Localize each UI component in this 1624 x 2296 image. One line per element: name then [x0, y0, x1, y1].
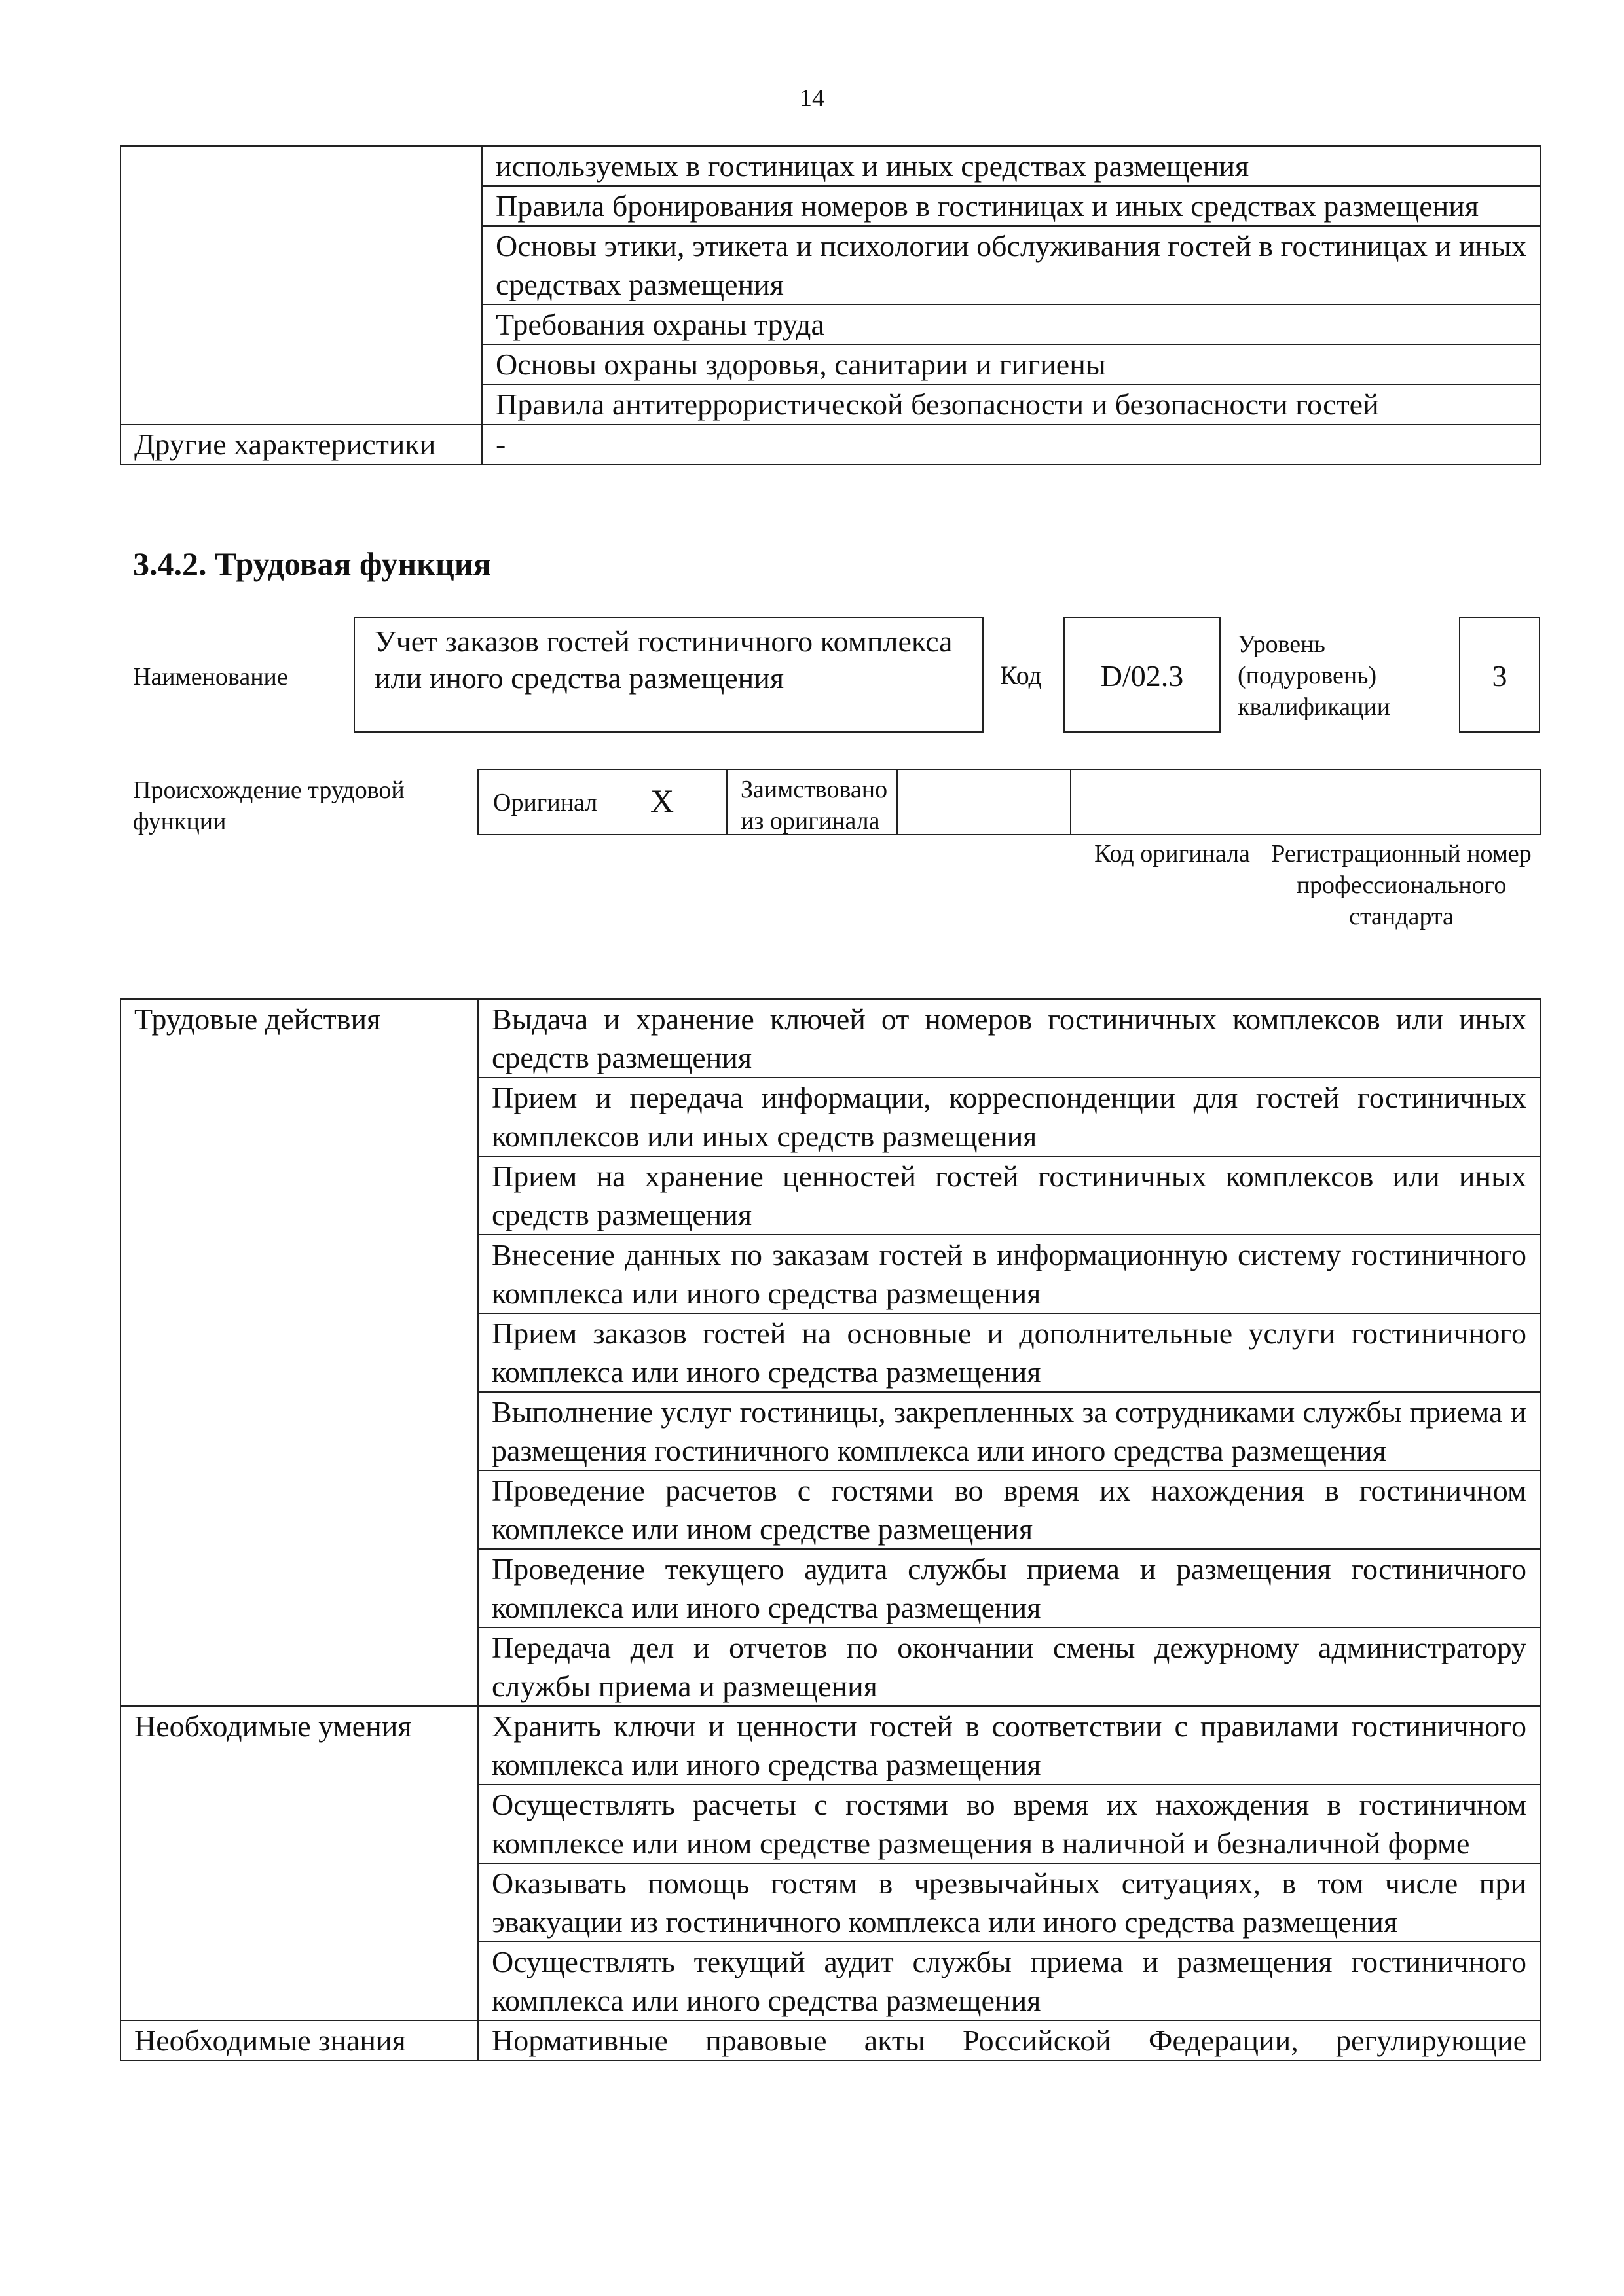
- top-table-continuation: [120, 145, 1541, 465]
- page-number: 14: [800, 84, 824, 112]
- required-skills-label: Необходимые умения: [120, 1706, 478, 2020]
- knowledge-item: Нормативные правовые акты Российской Федерации, регулирующие: [478, 2020, 1540, 2060]
- original-mark: X: [650, 782, 674, 819]
- skill-item: Хранить ключи и ценности гостей в соответствии с правилами гостиничного комплекса или иного средства размещения: [478, 1706, 1540, 1785]
- registration-number-cell: [1071, 770, 1541, 834]
- origin-label: Происхождение трудовой функции: [133, 776, 405, 835]
- labor-action-item: Проведение расчетов с гостями во время их нахождения в гостиничном комплексе или ином средстве размещения: [478, 1470, 1540, 1549]
- knowledge-item: Требования охраны труда: [482, 304, 1540, 344]
- borrowed-cell: [728, 770, 898, 834]
- skill-item: Осуществлять текущий аудит службы приема и размещения гостиничного комплекса или иного средства размещения: [478, 1942, 1540, 2020]
- labor-action-item: Прием на хранение ценностей гостей гостиничных комплексов или иных средств размещения: [478, 1156, 1540, 1235]
- other-characteristics-label: Другие характеристики: [120, 424, 482, 464]
- original-code-cell: [898, 770, 1071, 834]
- knowledge-item: Основы этики, этикета и психологии обслуживания гостей в гостиницах и иных средствах размещения: [482, 226, 1540, 304]
- section-heading: 3.4.2. Трудовая функция: [133, 545, 491, 582]
- borrowed-label: Заимствовано из оригинала: [741, 776, 888, 835]
- code-label: Код: [1000, 661, 1042, 690]
- original-code-caption: Код оригинала: [1094, 840, 1250, 867]
- labor-action-item: Выполнение услуг гостиницы, закрепленных за сотрудниками службы приема и размещения гостиничного комплекса или иного средства размещения: [478, 1392, 1540, 1470]
- knowledge-item: Правила антитеррористической безопасности и безопасности гостей: [482, 384, 1540, 424]
- labor-function-table: [120, 998, 1541, 2061]
- labor-action-item: Прием и передача информации, корреспонденции для гостей гостиничных комплексов или иных средств размещения: [478, 1078, 1540, 1156]
- table-row: [120, 1706, 1540, 1785]
- labor-actions-label: Трудовые действия: [120, 999, 478, 1706]
- table-row: [120, 424, 1540, 464]
- origin-row: [477, 769, 1541, 835]
- table-row: [120, 146, 1540, 186]
- function-code-box: D/02.3: [1063, 617, 1221, 733]
- labor-action-item: Внесение данных по заказам гостей в информационную систему гостиничного комплекса или иного средства размещения: [478, 1235, 1540, 1313]
- labor-action-item: Проведение текущего аудита службы приема и размещения гостиничного комплекса или иного средства размещения: [478, 1549, 1540, 1628]
- knowledge-item: используемых в гостиницах и иных средствах размещения: [482, 146, 1540, 186]
- skill-item: Осуществлять расчеты с гостями во время их нахождения в гостиничном комплексе или ином средстве размещения в наличной и безналичной форме: [478, 1785, 1540, 1863]
- registration-number-caption: Регистрационный номер профессионального стандарта: [1271, 840, 1532, 930]
- labor-action-item: Передача дел и отчетов по окончании смены дежурному администратору службы приема и размещения: [478, 1628, 1540, 1706]
- other-characteristics-value: -: [482, 424, 1540, 464]
- required-knowledge-label: Необходимые знания: [120, 2020, 478, 2060]
- table-row: [120, 2020, 1540, 2060]
- original-cell: [479, 770, 728, 834]
- original-label: Оригинал: [493, 789, 598, 816]
- knowledge-item: Основы охраны здоровья, санитарии и гигиены: [482, 344, 1540, 384]
- knowledge-item: Правила бронирования номеров в гостиницах и иных средствах размещения: [482, 186, 1540, 226]
- name-label: Наименование: [133, 663, 288, 691]
- labor-action-item: Прием заказов гостей на основные и дополнительные услуги гостиничного комплекса или иного средства размещения: [478, 1313, 1540, 1392]
- skill-item: Оказывать помощь гостям в чрезвычайных ситуациях, в том числе при эвакуации из гостиничного комплекса или иного средства размещения: [478, 1863, 1540, 1942]
- table-row: [120, 999, 1540, 1078]
- function-name-box: Учет заказов гостей гостиничного комплекса или иного средства размещения: [354, 617, 984, 733]
- qualification-level-box: 3: [1459, 617, 1540, 733]
- labor-action-item: Выдача и хранение ключей от номеров гостиничных комплексов или иных средств размещения: [478, 999, 1540, 1078]
- qualification-level-label: Уровень (подуровень) квалификации: [1238, 630, 1391, 721]
- empty-label-cell: [120, 146, 482, 424]
